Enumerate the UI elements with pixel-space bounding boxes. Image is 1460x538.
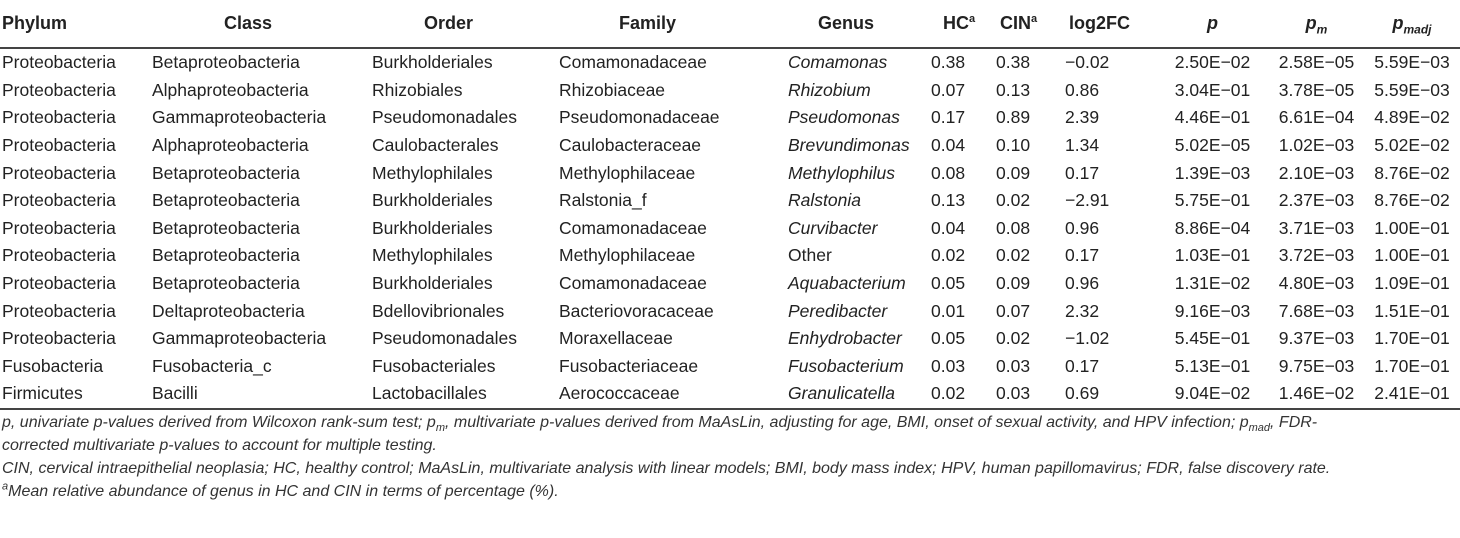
table-row	[0, 353, 1460, 381]
cell-hc: 0.04	[931, 217, 966, 238]
cell-cin: 0.03	[996, 380, 1065, 409]
footnote-pvalues-cont: corrected multivariate p-values to account for multiple testing.	[2, 437, 437, 454]
cell-p: 8.86E−04	[1174, 217, 1251, 238]
cell-phylum: Proteobacteria	[2, 245, 116, 266]
cell-family: Comamonadaceae	[559, 273, 707, 294]
cell-log2fc: −2.91	[1065, 190, 1110, 211]
cell-genus: Fusobacterium	[788, 355, 904, 376]
cell-p: 9.16E−03	[1174, 300, 1251, 321]
cell-class: Betaproteobacteria	[152, 245, 300, 266]
cell-class: Alphaproteobacteria	[152, 79, 309, 100]
cell-genus: Comamonas	[788, 52, 888, 73]
cell-class: Deltaproteobacteria	[152, 300, 305, 321]
cell-family: Rhizobiaceae	[559, 79, 666, 100]
cell-pm: 4.80E−03	[1278, 273, 1355, 294]
cell-class: Gammaproteobacteria	[152, 107, 327, 128]
footnote-pvalues: p, univariate p-values derived from Wilcoxon rank-sum test; $p_m$, multivariate p-values derived from MaAsLin, adjusting for age, BMI, onset of sexual activity, and HPV infection; $p_{mad}$, FDR-	[2, 414, 1318, 435]
table-row	[0, 132, 1460, 160]
cell-order: Bdellovibrionales	[372, 300, 505, 321]
cell-family: Methylophilaceae	[559, 162, 696, 183]
header-order: Order	[372, 0, 559, 48]
cell-log2fc: 0.69	[1065, 380, 1156, 409]
cell-genus: Ralstonia	[788, 190, 861, 211]
cell-phylum: Proteobacteria	[2, 328, 116, 349]
cell-genus: Curvibacter	[788, 217, 878, 238]
header-hc: $HC^a$	[931, 0, 996, 48]
cell-p: 3.04E−01	[1174, 79, 1251, 100]
cell-pmadj: 1.00E−01	[1374, 245, 1450, 266]
cell-genus: Granulicatella	[788, 380, 931, 409]
cell-genus: Peredibacter	[788, 300, 888, 321]
cell-phylum: Proteobacteria	[2, 190, 116, 211]
cell-pmadj: 8.76E−02	[1374, 190, 1450, 211]
cell-pm: 2.58E−05	[1278, 52, 1355, 73]
cell-order: Burkholderiales	[372, 273, 493, 294]
cell-pmadj: 5.59E−03	[1374, 79, 1450, 100]
cell-cin: 0.13	[996, 79, 1031, 100]
cell-order: Methylophilales	[372, 162, 493, 183]
header-genus: Genus	[788, 0, 931, 48]
cell-hc: 0.03	[931, 355, 966, 376]
cell-phylum: Proteobacteria	[2, 135, 116, 156]
cell-hc: 0.01	[931, 300, 966, 321]
cell-hc: 0.08	[931, 162, 966, 183]
cell-cin: 0.38	[996, 52, 1031, 73]
table-footnotes	[2, 411, 1458, 503]
cell-log2fc: 0.17	[1065, 162, 1100, 183]
cell-log2fc: 2.39	[1065, 107, 1100, 128]
cell-class: Bacilli	[152, 380, 372, 409]
cell-pm: 3.72E−03	[1278, 245, 1355, 266]
cell-cin: 0.02	[996, 328, 1031, 349]
cell-phylum: Proteobacteria	[2, 217, 116, 238]
cell-family: Bacteriovoracaceae	[559, 300, 714, 321]
cell-log2fc: 0.96	[1065, 273, 1100, 294]
cell-pm: 6.61E−04	[1278, 107, 1355, 128]
cell-order: Methylophilales	[372, 245, 493, 266]
cell-log2fc: 2.32	[1065, 300, 1100, 321]
header-log2fc: log2FC	[1065, 0, 1156, 48]
cell-genus: Enhydrobacter	[788, 328, 902, 349]
cell-order: Burkholderiales	[372, 52, 493, 73]
cell-class: Betaproteobacteria	[152, 217, 300, 238]
cell-phylum: Proteobacteria	[2, 273, 116, 294]
cell-phylum: Proteobacteria	[2, 107, 116, 128]
cell-pmadj: 4.89E−02	[1374, 107, 1450, 128]
cell-pmadj: 1.51E−01	[1374, 300, 1450, 321]
cell-hc: 0.38	[931, 52, 966, 73]
header-cin: CIN$^a$	[996, 0, 1065, 48]
cell-family: Caulobacteraceae	[559, 135, 702, 156]
cell-order: Fusobacteriales	[372, 355, 496, 376]
cell-p: 1.03E−01	[1174, 245, 1251, 266]
cell-log2fc: 0.86	[1065, 79, 1100, 100]
cell-pmadj: 5.59E−03	[1374, 52, 1450, 73]
cell-phylum: Proteobacteria	[2, 52, 116, 73]
cell-pmadj: 8.76E−02	[1374, 162, 1450, 183]
cell-pmadj: 1.70E−01	[1374, 355, 1450, 376]
table-row	[0, 77, 1460, 105]
cell-cin: 0.89	[996, 107, 1031, 128]
cell-log2fc: −1.02	[1065, 328, 1110, 349]
table-row	[0, 104, 1460, 132]
cell-pmadj: 1.00E−01	[1374, 217, 1450, 238]
cell-log2fc: 1.34	[1065, 135, 1100, 156]
cell-phylum: Proteobacteria	[2, 300, 116, 321]
table-row	[0, 215, 1460, 243]
cell-log2fc: −0.02	[1065, 52, 1110, 73]
table-row	[0, 325, 1460, 353]
cell-family: Comamonadaceae	[559, 217, 707, 238]
cell-hc: 0.05	[931, 328, 966, 349]
cell-cin: 0.02	[996, 190, 1031, 211]
cell-p: 5.75E−01	[1174, 190, 1251, 211]
table-row	[0, 159, 1460, 187]
cell-hc: 0.02	[931, 245, 966, 266]
cell-order: Rhizobiales	[372, 79, 463, 100]
cell-order: Burkholderiales	[372, 190, 493, 211]
cell-phylum: Firmicutes	[0, 380, 152, 409]
cell-class: Betaproteobacteria	[152, 273, 300, 294]
cell-phylum: Proteobacteria	[2, 162, 116, 183]
cell-genus: Methylophilus	[788, 162, 895, 183]
cell-order: Pseudomonadales	[372, 107, 517, 128]
footnote-a: $^a$Mean relative abundance of genus in HC and CIN in terms of percentage (%).	[2, 480, 559, 500]
cell-p: 1.39E−03	[1174, 162, 1251, 183]
header-pm: $p_m$	[1269, 0, 1364, 48]
cell-genus: Aquabacterium	[788, 273, 906, 294]
table-row	[0, 297, 1460, 325]
cell-p: 1.31E−02	[1174, 273, 1251, 294]
cell-cin: 0.07	[996, 300, 1031, 321]
cell-phylum: Proteobacteria	[2, 79, 116, 100]
cell-p: 5.45E−01	[1174, 328, 1251, 349]
cell-pmadj: 2.41E−01	[1364, 380, 1460, 409]
cell-cin: 0.03	[996, 355, 1031, 376]
cell-phylum: Fusobacteria	[2, 355, 104, 376]
cell-cin: 0.02	[996, 245, 1031, 266]
cell-pm: 3.78E−05	[1278, 79, 1355, 100]
cell-genus: Rhizobium	[788, 79, 871, 100]
table-row	[0, 187, 1460, 215]
cell-hc: 0.13	[931, 190, 966, 211]
cell-p: 4.46E−01	[1174, 107, 1251, 128]
header-class: Class	[152, 0, 372, 48]
cell-pm: 7.68E−03	[1278, 300, 1355, 321]
cell-pmadj: 5.02E−02	[1374, 135, 1450, 156]
cell-class: Fusobacteria_c	[152, 355, 272, 376]
cell-cin: 0.09	[996, 162, 1031, 183]
cell-p: 5.02E−05	[1174, 135, 1251, 156]
cell-hc: 0.04	[931, 135, 966, 156]
cell-family: Methylophilaceae	[559, 245, 696, 266]
header-phylum: Phylum	[0, 0, 152, 48]
header-row	[0, 0, 1460, 48]
cell-log2fc: 0.17	[1065, 245, 1100, 266]
cell-family: Moraxellaceae	[559, 328, 673, 349]
cell-cin: 0.09	[996, 273, 1031, 294]
cell-log2fc: 0.17	[1065, 355, 1100, 376]
cell-pm: 3.71E−03	[1278, 217, 1355, 238]
cell-hc: 0.05	[931, 273, 966, 294]
cell-order: Lactobacillales	[372, 380, 559, 409]
header-p: p	[1156, 0, 1269, 48]
cell-pm: 1.02E−03	[1278, 135, 1355, 156]
cell-pmadj: 1.70E−01	[1374, 328, 1450, 349]
cell-family: Aerococcaceae	[559, 380, 788, 409]
table-row	[0, 48, 1460, 77]
cell-genus: Brevundimonas	[788, 135, 910, 156]
cell-genus: Pseudomonas	[788, 107, 900, 128]
cell-order: Burkholderiales	[372, 217, 493, 238]
table-row	[0, 380, 1460, 409]
cell-class: Betaproteobacteria	[152, 162, 300, 183]
cell-p: 9.04E−02	[1156, 380, 1269, 409]
cell-hc: 0.02	[931, 380, 996, 409]
header-family: Family	[559, 0, 788, 48]
cell-pm: 2.37E−03	[1278, 190, 1355, 211]
cell-class: Alphaproteobacteria	[152, 135, 309, 156]
footnote-abbreviations: CIN, cervical intraepithelial neoplasia; HC, healthy control; MaAsLin, multivariate analysis with linear models; BMI, body mass index; HPV, human papillomavirus; FDR, false discovery rate.	[2, 460, 1331, 477]
table-row	[0, 242, 1460, 270]
cell-p: 5.13E−01	[1174, 355, 1251, 376]
table-row	[0, 270, 1460, 298]
cell-family: Ralstonia_f	[559, 190, 647, 211]
cell-order: Pseudomonadales	[372, 328, 517, 349]
cell-hc: 0.07	[931, 79, 966, 100]
cell-pm: 9.37E−03	[1278, 328, 1355, 349]
cell-class: Betaproteobacteria	[152, 52, 300, 73]
cell-order: Caulobacterales	[372, 135, 499, 156]
cell-hc: 0.17	[931, 107, 966, 128]
cell-genus: Other	[788, 245, 832, 266]
cell-pm: 1.46E−02	[1269, 380, 1364, 409]
cell-pm: 2.10E−03	[1278, 162, 1355, 183]
cell-family: Fusobacteriaceae	[559, 355, 699, 376]
cell-log2fc: 0.96	[1065, 217, 1100, 238]
header-pmadj: $p_{madj}$	[1364, 0, 1460, 48]
cell-class: Gammaproteobacteria	[152, 328, 327, 349]
cell-cin: 0.10	[996, 135, 1031, 156]
table-body	[0, 48, 1460, 409]
cell-p: 2.50E−02	[1174, 52, 1251, 73]
cell-pm: 9.75E−03	[1278, 355, 1355, 376]
cell-class: Betaproteobacteria	[152, 190, 300, 211]
cell-family: Comamonadaceae	[559, 52, 707, 73]
cell-family: Pseudomonadaceae	[559, 107, 720, 128]
cell-cin: 0.08	[996, 217, 1031, 238]
cell-pmadj: 1.09E−01	[1374, 273, 1450, 294]
